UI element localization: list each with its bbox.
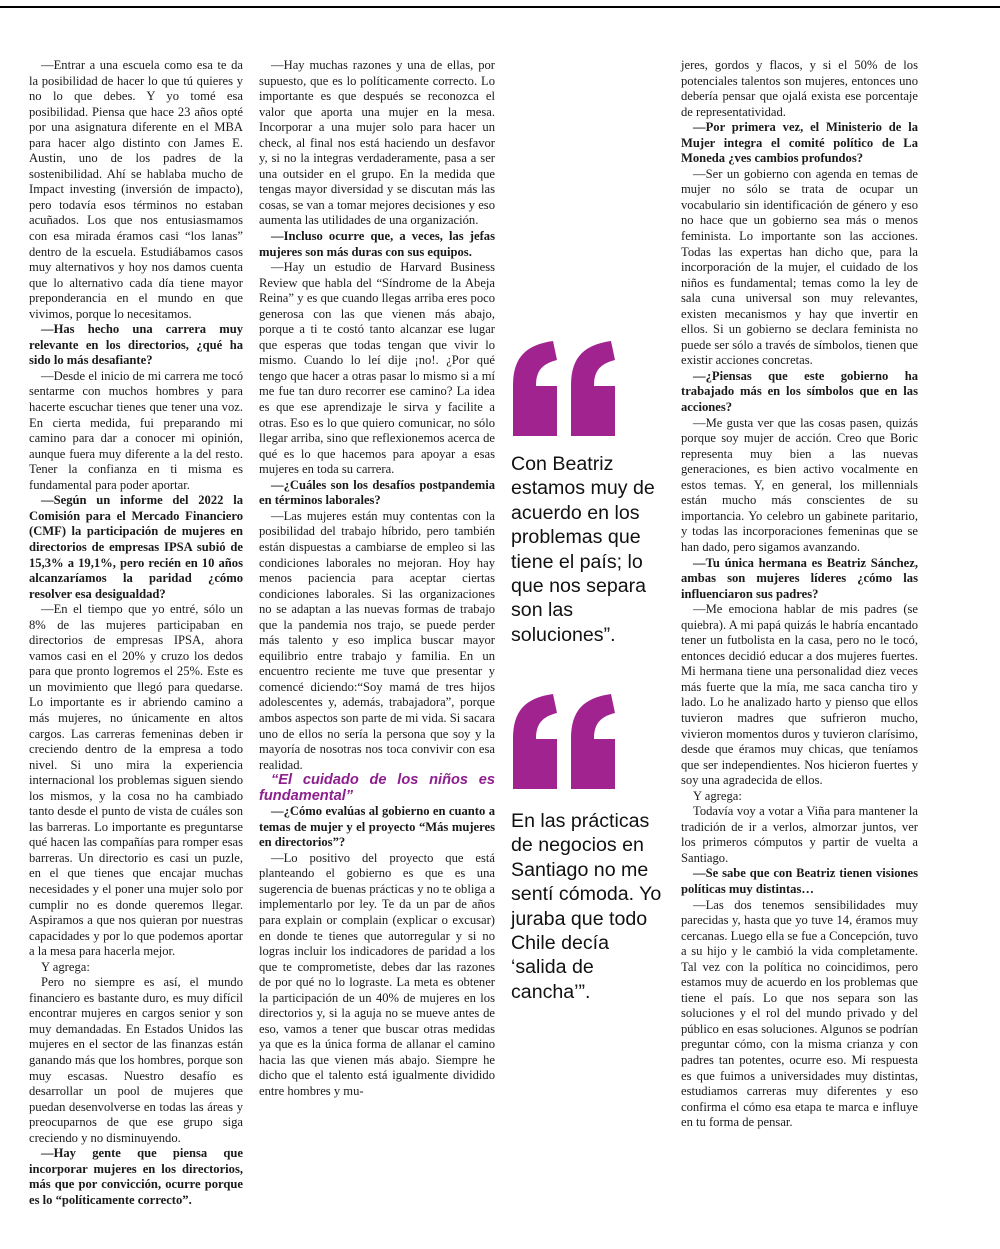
pull-quote-text: En las prácticas de negocios en Santiago no me sentí cómoda. Yo juraba que todo Chile decía ‘salida de cancha’”. — [511, 810, 662, 1003]
interview-question: —Se sabe que con Beatriz tienen visiones políticas muy distintas… — [681, 866, 918, 896]
body-paragraph: jeres, gordos y flacos, y si el 50% de los potenciales talentos son mujeres, entonces uno debería pensar que ojalá exista ese porcentaje de representatividad. — [681, 58, 918, 119]
pull-quote-2 — [511, 693, 669, 1004]
interview-question: —Incluso ocurre que, a veces, las jefas mujeres son más duras con sus equipos. — [259, 229, 495, 259]
interview-question: —Hay gente que piensa que incorporar mujeres en los directorios, más que por convicción, ocurre porque es lo “políticamente correcto”. — [29, 1146, 243, 1207]
pull-quote-1 — [511, 340, 669, 647]
article-column-2 — [259, 58, 495, 1100]
interview-question: —Tu única hermana es Beatriz Sánchez, ambas son mujeres líderes ¿cómo las influenciaron sus padres? — [681, 555, 918, 601]
body-paragraph: —Hay un estudio de Harvard Business Review que habla del “Síndrome de la Abeja Reina” y es que cuando llegas arriba eres poco generosa con las que vienen más abajo, porque a ti te costó tanto alcanzar ese lugar que esperas que todas tengan que vivir lo mismo. Cuando lo leí dije ¡no!. ¿Por qué tengo que hacer a otras pasar lo mismo si a mí me fue tan duro recorrer ese camino? La idea es que ese aprendizaje le sirva y facilite a otras. Eso es lo que quiero comunicar, no sólo llegar arriba, sino que reflexionemos acerca de qué es lo que hacemos para apoyar a esas mujeres en toda su carrera. — [259, 260, 495, 477]
body-paragraph: —Entrar a una escuela como esa te da la posibilidad de hacer lo que tú quieres y no lo que debes. Y yo tomé esa posibilidad. Piensa que hace 23 años opté por una asignatura diferente en el MBA para hacer algo distinto con James E. Austin, uno de los padres de la sostenibilidad. Ahí se hablaba mucho de Impact investing (inversión de impacto), pero todavía esos términos no estaban acuñados. Los que nos entusiasmamos con esa mirada éramos casi “los lanas” dentro de la escuela. Estudiábamos casos muy alternativos y hoy nos damos cuenta que lo alternativo cada día tiene mayor preponderancia en el mundo en que vivimos, porque lo necesitamos. — [29, 58, 243, 321]
interview-question: —¿Cómo evalúas al gobierno en cuanto a temas de mujer y el proyecto “Más mujeres en directorios”? — [259, 804, 495, 850]
body-paragraph: —Ser un gobierno con agenda en temas de mujer no sólo se trata de ocupar un vocabulario sin identificación de género y eso no hace que un gobierno sea más o menos feminista. Lo importante son las acciones. Todas las expertas han dicho que, para la incorporación de la mujer, el cuidado de los niños es fundamental; temas como la ley de sala cuna universal son muy relevantes, existen mecanismos y hay que invertir en ellos. Si un gobierno se declara feminista no puede ser sólo a través de símbolos, tienen que existir acciones concretas. — [681, 166, 918, 368]
interview-question: —Según un informe del 2022 la Comisión para el Mercado Financiero (CMF) la participación de mujeres en directorios de empresas IPSA subió de 15,3% a 19,1%, pero recién en 10 años alcanzaríamos la paridad ¿cómo resolver esa desigualdad? — [29, 493, 243, 601]
body-paragraph: —Desde el inicio de mi carrera me tocó sentarme con muchos hombres y para hacerte escuchar tienes que tener una voz. En cierta medida, fui preparando mi camino para dar a conocer mi opinión, aunque fuera muy diferente a la del resto. Tener la confianza en ti misma es fundamental para poder aportar. — [29, 368, 243, 492]
body-paragraph: —Las mujeres están muy contentas con la posibilidad del trabajo híbrido, pero también están dispuestas a cambiarse de empleo si las condiciones laborales no mejoran. Hoy hay menos paciencia para aceptar ciertas condiciones laborales. Si las organizaciones no se adaptan a las nuevas formas de trabajo que la pandemia nos trajo, se puede perder más talento y eso implica buscar mayor equilibrio entre trabajo y familia. En un encuentro reciente me tuve que presentar y comencé diciendo:“Soy mamá de tres hijos adolescentes y, además, trabajadora”, porque ambos aspectos son parte de mi vida. Si sacara uno de ellos no sería la persona que soy y la mayoría de nosotras nos toca convivir con esa realidad. — [259, 508, 495, 772]
pull-quote-text: Con Beatriz estamos muy de acuerdo en los problemas que tiene el país; lo que nos separa son las soluciones”. — [511, 453, 655, 646]
body-paragraph: —Me emociona hablar de mis padres (se quiebra). A mi papá quizás le habría encantado tener un futbolista en la casa, pero no le tocó, entonces decidió educar a dos mujeres fuertes. Mi hermana tiene una personalidad diez veces más fuerte que la mía, me saca cancha tiro y lado. Lo he analizado harto y pienso que ellos tuvieron madres que sufrieron mucho, vivieron momentos duros y tuvieron clarísimo, desde que éramos muy chicas, que teníamos que ser independientes. Nos hicieron fuertes y soy una agradecida de ellos. — [681, 602, 918, 788]
interview-question: —Por primera vez, el Ministerio de la Mujer integra el comité político de La Moneda ¿ves cambios profundos? — [681, 120, 918, 166]
section-subheading: “El cuidado de los niños es fundamental” — [259, 772, 495, 804]
body-paragraph: Y agrega: — [693, 788, 742, 803]
body-paragraph: —En el tiempo que yo entré, sólo un 8% de las mujeres participaban en directorios de empresas IPSA, ahora vamos casi en el 20% y cruzo los dedos para que pronto logremos el 25%. Este es un movimiento que llegó para quedarse. Lo importante es ir abriendo camino a más mujeres, no únicamente en altos cargos. Las carreras femeninas deben ir creciendo dentro de la empresa a todo nivel. Si uno mira la experiencia internacional los problemas siguen siendo los mismos, y la cosa no ha cambiado tanto desde el punto de vista de cuáles son las barreras. Lo importante es preguntarse qué hacen las compañías para romper esas barreras. Un directorio es casi un puzle, en el que tienes que encajar muchas necesidades y el poner una mujer solo por cumplir no es donde queremos llegar. Aspiramos a que nos quieran por nuestras capacidades y por lo que podemos aportar a la mesa para hacerla mejor. — [29, 602, 243, 959]
body-paragraph: Todavía voy a votar a Viña para mantener la tradición de ir a verlos, almorzar juntos, ver los primeros cómputos y partir de vuelta a Santiago. — [681, 804, 918, 865]
article-column-1 — [29, 58, 243, 1208]
body-paragraph: Pero no siempre es así, el mundo financiero es bastante duro, es muy difícil encontrar mujeres en cargos senior y son muy demandadas. En Estados Unidos las mujeres en el sector de las finanzas están ganando más que los hombres, porque son muy escasas. Nuestro desafío es desarrollar un pool de mujeres que puedan desenvolverse en todas las áreas y preocuparnos de que ese grupo siga creciendo y no disminuyendo. — [29, 975, 243, 1145]
body-paragraph: —Me gusta ver que las cosas pasen, quizás porque soy mujer de acción. Creo que Boric representa muy bien a las nuevas generaciones, es bien activo vocalmente en estos temas. Y, en general, los millennials están mucho más conscientes de su importancia. Yo celebro un gabinete paritario, y todas las incorporaciones femeninas que se han dado, pero sigamos avanzando. — [681, 415, 918, 554]
body-paragraph: Y agrega: — [41, 959, 90, 974]
quotation-mark-icon — [511, 340, 619, 436]
interview-question: —¿Cuáles son los desafíos postpandemia en términos laborales? — [259, 477, 495, 508]
interview-question: —¿Piensas que este gobierno ha trabajado más en los símbolos que en las acciones? — [681, 368, 918, 415]
article-column-4 — [681, 58, 918, 1131]
body-paragraph: —Hay muchas razones y una de ellas, por supuesto, que es lo políticamente correcto. Lo importante es que después se reconozca el valor que aporta una mujer en la mesa. Incorporar a una mujer solo para hacer un check, al final nos está haciendo un desfavor y, si no la integras verdaderamente, pasa a ser una outsider en el grupo. En la medida que tengas mayor diversidad y se discutan más las cosas, se van a tomar mejores decisiones y eso aumenta las utilidades de una organización. — [259, 58, 495, 228]
body-paragraph: —Las dos tenemos sensibilidades muy parecidas y, hasta que yo tuve 14, éramos muy cercanas. Luego ella se fue a Concepción, tuvo a su hijo y le cambió la vida completamente. Tal vez con la política no coincidimos, pero estamos muy de acuerdo en los problemas que tiene el país. Lo que nos separa son las soluciones y el rol del mundo privado y del público en esas soluciones. Algunos se podrían preguntar cómo, con la misma crianza y con padres tan potentes, ocurre eso. Mi respuesta es que fuimos a universidades muy distintas, estudiamos carreras muy diferentes y eso confirma el cómo esa etapa te marca e influye en tu forma de pensar. — [681, 897, 918, 1130]
quotation-mark-icon — [511, 693, 619, 789]
top-rule — [0, 6, 1000, 8]
interview-question: —Has hecho una carrera muy relevante en los directorios, ¿qué ha sido lo más desafiante? — [29, 322, 243, 368]
body-paragraph: —Lo positivo del proyecto que está planteando el gobierno es que es una sugerencia de buenas prácticas y no te obliga a implementarlo por ley. Te da un par de años para explain or complain (explicar o excusar) en donde te tienes que autorregular y si no logras incluir los indicadores de paridad a los que te comprometiste, debes dar las razones de por qué no lo lograste. La meta es obtener la participación de un 40% de mujeres en los directorios y, si la aguja no se mueve antes de eso, vamos a tener que buscar otras medidas ya que es la única forma de allanar el camino hacia las que vienen más abajo. Siempre he dicho que el talento está igualmente dividido entre hombres y mu- — [259, 850, 495, 1098]
